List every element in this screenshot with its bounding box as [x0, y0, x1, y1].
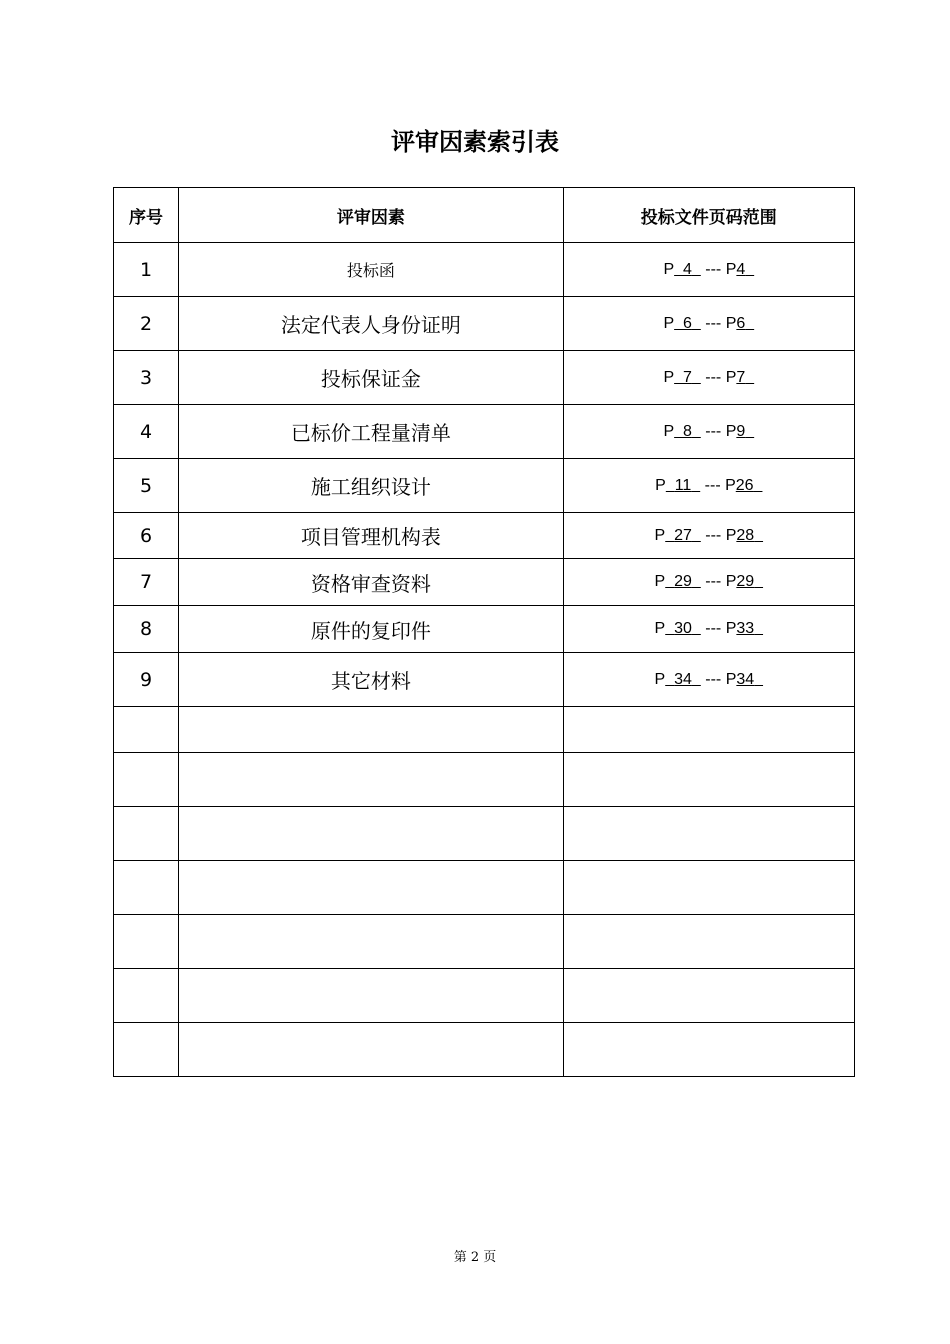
page-prefix: P — [725, 476, 736, 494]
range-separator: --- — [705, 422, 722, 440]
page-from-blank — [674, 261, 701, 279]
page-from-blank — [665, 671, 701, 689]
page-prefix: P — [654, 670, 666, 688]
page-to-blank — [736, 477, 763, 495]
row-page-range-cell — [563, 405, 854, 459]
row-page-range-cell — [563, 513, 854, 559]
page-to-value: 7 — [736, 368, 746, 386]
table-body — [114, 243, 855, 1077]
page-from-value: 6 — [683, 314, 692, 332]
range-separator: --- — [705, 670, 722, 688]
row-number-cell — [114, 969, 179, 1023]
page-to-blank — [736, 315, 754, 333]
page-from-value: 8 — [683, 422, 692, 440]
page-to-blank — [736, 527, 763, 545]
row-number-cell: 1 — [114, 243, 179, 297]
page-to-blank — [736, 369, 754, 387]
page-from-blank — [674, 423, 701, 441]
page-to-value: 4 — [736, 260, 746, 278]
row-number-cell — [114, 861, 179, 915]
page-from-value: 7 — [683, 368, 692, 386]
page-from-blank — [665, 527, 701, 545]
row-page-range-cell — [563, 753, 854, 807]
page-from-value: 30 — [674, 620, 692, 637]
table-row — [114, 1023, 855, 1077]
row-number-cell — [114, 915, 179, 969]
row-number-cell: 4 — [114, 405, 179, 459]
page-to-value: 29 — [736, 573, 755, 590]
row-factor-cell — [179, 861, 564, 915]
range-separator: --- — [705, 260, 722, 278]
page-to-blank — [736, 261, 754, 279]
page-prefix: P — [725, 620, 737, 637]
row-factor-cell — [179, 707, 564, 753]
page-prefix: P — [725, 573, 737, 590]
range-separator: --- — [705, 526, 722, 544]
row-page-range-cell — [563, 707, 854, 753]
page-from-blank — [674, 315, 701, 333]
row-factor-cell: 已标价工程量清单 — [179, 405, 564, 459]
page-prefix: P — [725, 368, 737, 386]
page-from-value: 11 — [674, 476, 692, 494]
page-title: 评审因素索引表 — [391, 127, 559, 156]
page-prefix: P — [663, 422, 675, 440]
page-prefix: P — [663, 368, 675, 386]
row-page-range-cell — [563, 243, 854, 297]
table-row — [114, 513, 855, 559]
table-row — [114, 559, 855, 606]
table-row — [114, 606, 855, 653]
page-from-value: 4 — [683, 260, 692, 278]
row-factor-cell — [179, 807, 564, 861]
table-row — [114, 753, 855, 807]
page-to-blank — [736, 423, 754, 441]
table-row — [114, 653, 855, 707]
page-from-blank — [674, 369, 701, 387]
row-factor-cell — [179, 1023, 564, 1077]
row-number-cell — [114, 707, 179, 753]
range-separator: --- — [705, 620, 722, 637]
row-factor-cell: 投标保证金 — [179, 351, 564, 405]
range-separator: --- — [705, 314, 722, 332]
range-separator: --- — [705, 573, 722, 590]
page-prefix: P — [663, 314, 675, 332]
page-to-value: 33 — [736, 620, 755, 637]
page-from-blank — [665, 573, 701, 591]
row-page-range-cell — [563, 351, 854, 405]
table-row — [114, 807, 855, 861]
page-prefix: P — [654, 526, 666, 544]
page-from-value: 27 — [674, 526, 692, 544]
row-number-cell: 2 — [114, 297, 179, 351]
row-factor-cell: 法定代表人身份证明 — [179, 297, 564, 351]
row-number-cell: 7 — [114, 559, 179, 606]
row-number-cell: 6 — [114, 513, 179, 559]
page-to-value: 6 — [736, 314, 746, 332]
row-page-range-cell — [563, 861, 854, 915]
row-factor-cell: 资格审查资料 — [179, 559, 564, 606]
row-page-range-cell — [563, 1023, 854, 1077]
page-to-blank — [736, 573, 763, 591]
page-from-value: 29 — [674, 573, 692, 590]
page-prefix: P — [725, 314, 737, 332]
page-from-value: 34 — [674, 670, 692, 688]
review-factor-index-table — [113, 187, 855, 1077]
row-factor-cell — [179, 969, 564, 1023]
range-separator: --- — [705, 368, 722, 386]
table-row — [114, 297, 855, 351]
header-number: 序号 — [114, 188, 179, 243]
page-prefix: P — [655, 476, 666, 494]
row-page-range-cell — [563, 559, 854, 606]
row-factor-cell: 施工组织设计 — [179, 459, 564, 513]
row-number-cell — [114, 807, 179, 861]
page-to-blank — [736, 671, 763, 689]
page-to-value: 34 — [736, 670, 755, 688]
range-separator: --- — [704, 476, 721, 494]
page-to-value: 26 — [735, 476, 754, 494]
table-header-row — [114, 188, 855, 243]
row-factor-cell — [179, 753, 564, 807]
table-row — [114, 707, 855, 753]
row-page-range-cell — [563, 969, 854, 1023]
page-prefix: P — [725, 670, 737, 688]
row-page-range-cell — [563, 915, 854, 969]
row-number-cell: 8 — [114, 606, 179, 653]
page-from-blank — [665, 620, 701, 638]
header-page-range: 投标文件页码范围 — [563, 188, 854, 243]
page-prefix: P — [725, 422, 737, 440]
row-factor-cell: 项目管理机构表 — [179, 513, 564, 559]
row-number-cell — [114, 753, 179, 807]
page-to-value: 28 — [736, 526, 755, 544]
row-factor-cell: 原件的复印件 — [179, 606, 564, 653]
row-factor-cell: 投标函 — [179, 243, 564, 297]
row-number-cell: 3 — [114, 351, 179, 405]
page-to-value: 9 — [736, 422, 746, 440]
table-row — [114, 243, 855, 297]
page-prefix: P — [654, 620, 666, 637]
row-number-cell: 5 — [114, 459, 179, 513]
row-factor-cell — [179, 915, 564, 969]
page-prefix: P — [663, 260, 675, 278]
page-prefix: P — [725, 260, 737, 278]
page-number-footer: 第 2 页 — [453, 1250, 497, 1265]
page-from-blank — [666, 477, 700, 495]
row-page-range-cell — [563, 807, 854, 861]
table-row — [114, 915, 855, 969]
table-row — [114, 459, 855, 513]
table-row — [114, 405, 855, 459]
row-factor-cell: 其它材料 — [179, 653, 564, 707]
row-page-range-cell — [563, 459, 854, 513]
page-prefix: P — [654, 573, 666, 590]
row-number-cell: 9 — [114, 653, 179, 707]
row-number-cell — [114, 1023, 179, 1077]
table-row — [114, 969, 855, 1023]
row-page-range-cell — [563, 606, 854, 653]
row-page-range-cell — [563, 653, 854, 707]
page-prefix: P — [725, 526, 737, 544]
header-factor: 评审因素 — [179, 188, 564, 243]
table-row — [114, 861, 855, 915]
page-to-blank — [736, 620, 763, 638]
table-row — [114, 351, 855, 405]
row-page-range-cell — [563, 297, 854, 351]
